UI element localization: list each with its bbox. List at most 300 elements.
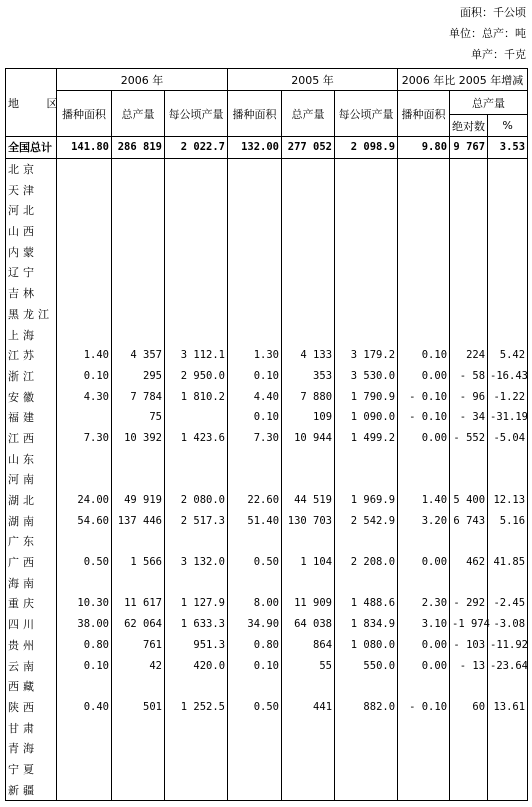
- area-2006-cell: 0.10: [57, 655, 112, 676]
- region-cell: 湖南: [6, 510, 57, 531]
- area-2006-cell: [57, 262, 112, 283]
- output-change-pct-cell: 3.53: [488, 137, 528, 159]
- yield-2006-cell: 2 080.0: [165, 490, 228, 511]
- yield-2005-cell: [335, 283, 398, 304]
- output-change-pct-cell: [488, 572, 528, 593]
- area-change-cell: [398, 221, 450, 242]
- output-change-abs-cell: [450, 572, 488, 593]
- yield-2006-cell: 2 022.7: [165, 137, 228, 159]
- output-change-abs-cell: [450, 448, 488, 469]
- region-cell: 吉林: [6, 283, 57, 304]
- area-2005-cell: [228, 262, 282, 283]
- yield-2006-cell: [165, 241, 228, 262]
- yield-2005-cell: 2 098.9: [335, 137, 398, 159]
- yield-2005-cell: [335, 531, 398, 552]
- area-2006-cell: [57, 469, 112, 490]
- output-change-abs-cell: [450, 200, 488, 221]
- yield-2006-cell: [165, 676, 228, 697]
- area-change-cell: [398, 262, 450, 283]
- output-2006-cell: [112, 200, 165, 221]
- output-2006-cell: [112, 241, 165, 262]
- region-cell: 天津: [6, 179, 57, 200]
- output-2005-cell: 109: [282, 407, 335, 428]
- area-change-cell: [398, 572, 450, 593]
- yield-2006-cell: 3 112.1: [165, 345, 228, 366]
- yield-2006-cell: [165, 469, 228, 490]
- output-2005-cell: [282, 572, 335, 593]
- output-change-abs-cell: [450, 738, 488, 759]
- output-2006-cell: [112, 531, 165, 552]
- area-2006-cell: [57, 572, 112, 593]
- table-row: [6, 428, 528, 449]
- yield-2005-cell: [335, 572, 398, 593]
- area-change-cell: - 0.10: [398, 386, 450, 407]
- yield-2005-cell: 2 542.9: [335, 510, 398, 531]
- output-change-abs-cell: [450, 304, 488, 325]
- absolute-header: 绝对数: [450, 115, 488, 137]
- table-row: [6, 407, 528, 428]
- table-row: [6, 179, 528, 200]
- yield-2006-cell: [165, 738, 228, 759]
- table-row: [6, 572, 528, 593]
- yield-2005-cell: [335, 779, 398, 800]
- output-change-pct-cell: [488, 158, 528, 179]
- output-2005-cell: [282, 200, 335, 221]
- output-change-abs-cell: 462: [450, 552, 488, 573]
- output-2006-cell: 761: [112, 635, 165, 656]
- output-2005-cell: [282, 448, 335, 469]
- area-change-header: 播种面积: [398, 91, 450, 137]
- area-2006-cell: 7.30: [57, 428, 112, 449]
- output-change-pct-cell: [488, 221, 528, 242]
- output-2005-cell: [282, 241, 335, 262]
- table-row: [6, 552, 528, 573]
- output-2005-cell: [282, 179, 335, 200]
- output-change-abs-cell: - 58: [450, 366, 488, 387]
- yield-2005-cell: [335, 262, 398, 283]
- output-change-abs-cell: - 34: [450, 407, 488, 428]
- table-row: [6, 241, 528, 262]
- output-change-pct-cell: 5.42: [488, 345, 528, 366]
- output-change-abs-cell: [450, 717, 488, 738]
- output-2005-cell: [282, 221, 335, 242]
- region-cell: 陕西: [6, 697, 57, 718]
- output-change-abs-cell: 5 400: [450, 490, 488, 511]
- area-2005-cell: 0.50: [228, 552, 282, 573]
- area-change-cell: [398, 241, 450, 262]
- table-row: [6, 635, 528, 656]
- yield-2005-cell: 1 488.6: [335, 593, 398, 614]
- area-2006-cell: [57, 304, 112, 325]
- area-change-cell: 1.40: [398, 490, 450, 511]
- table-row: [6, 221, 528, 242]
- yield-2005-cell: [335, 158, 398, 179]
- output-2006-cell: [112, 283, 165, 304]
- yield-2006-cell: 951.3: [165, 635, 228, 656]
- output-change-abs-cell: - 292: [450, 593, 488, 614]
- table-header: [6, 69, 528, 137]
- region-cell: 辽宁: [6, 262, 57, 283]
- output-change-abs-cell: 9 767: [450, 137, 488, 159]
- output-2005-cell: 55: [282, 655, 335, 676]
- output-2005-cell: [282, 283, 335, 304]
- yield-2005-cell: [335, 241, 398, 262]
- output-change-pct-cell: -5.04: [488, 428, 528, 449]
- output-2005-cell: 864: [282, 635, 335, 656]
- region-cell: 云南: [6, 655, 57, 676]
- output-2006-cell: [112, 676, 165, 697]
- yield-2006-cell: [165, 283, 228, 304]
- area-2005-cell: 22.60: [228, 490, 282, 511]
- yield-2005-cell: 3 179.2: [335, 345, 398, 366]
- area-2006-cell: 141.80: [57, 137, 112, 159]
- output-2005-cell: 10 944: [282, 428, 335, 449]
- area-2006-cell: [57, 779, 112, 800]
- output-change-pct-cell: -2.45: [488, 593, 528, 614]
- area-2005-cell: [228, 221, 282, 242]
- table-row: [6, 386, 528, 407]
- output-change-pct-cell: [488, 676, 528, 697]
- yield-2006-cell: [165, 407, 228, 428]
- area-2006-header: 播种面积: [57, 91, 112, 137]
- area-change-cell: - 0.10: [398, 407, 450, 428]
- yield-2006-cell: 420.0: [165, 655, 228, 676]
- region-cell: 北京: [6, 158, 57, 179]
- output-change-pct-cell: [488, 200, 528, 221]
- output-2005-cell: 4 133: [282, 345, 335, 366]
- area-2005-cell: [228, 200, 282, 221]
- table-row: [6, 469, 528, 490]
- output-change-abs-cell: [450, 531, 488, 552]
- output-change-abs-cell: [450, 759, 488, 780]
- region-cell: 湖北: [6, 490, 57, 511]
- yield-2005-cell: 1 969.9: [335, 490, 398, 511]
- yield-2006-cell: [165, 759, 228, 780]
- yield-2005-cell: 1 790.9: [335, 386, 398, 407]
- area-2006-cell: [57, 448, 112, 469]
- table-row: [6, 262, 528, 283]
- region-cell: 广东: [6, 531, 57, 552]
- output-change-pct-cell: 5.16: [488, 510, 528, 531]
- output-change-pct-cell: -23.64: [488, 655, 528, 676]
- yield-2005-cell: 1 090.0: [335, 407, 398, 428]
- yield-2006-cell: [165, 324, 228, 345]
- area-2006-cell: 0.80: [57, 635, 112, 656]
- yield-2005-cell: [335, 759, 398, 780]
- area-change-cell: [398, 304, 450, 325]
- yield-2006-header: 每公顷产量: [165, 91, 228, 137]
- area-change-cell: [398, 738, 450, 759]
- region-cell: 青海: [6, 738, 57, 759]
- output-2005-cell: 44 519: [282, 490, 335, 511]
- output-2005-cell: [282, 324, 335, 345]
- region-cell: 山西: [6, 221, 57, 242]
- output-change-abs-cell: - 13: [450, 655, 488, 676]
- change-header: 2006 年比 2005 年增减: [398, 69, 528, 91]
- output-2006-cell: 1 566: [112, 552, 165, 573]
- area-2006-cell: [57, 283, 112, 304]
- area-2006-cell: [57, 738, 112, 759]
- output-2005-cell: [282, 304, 335, 325]
- area-2006-cell: 54.60: [57, 510, 112, 531]
- yield-2006-cell: [165, 531, 228, 552]
- area-change-cell: 0.00: [398, 655, 450, 676]
- yield-2006-cell: [165, 304, 228, 325]
- output-change-pct-cell: [488, 304, 528, 325]
- year-2005-header: 2005 年: [228, 69, 398, 91]
- output-2006-cell: 10 392: [112, 428, 165, 449]
- area-2005-cell: 0.10: [228, 366, 282, 387]
- region-cell: 四川: [6, 614, 57, 635]
- yield-2006-cell: [165, 572, 228, 593]
- yield-2006-cell: [165, 448, 228, 469]
- output-2006-cell: [112, 324, 165, 345]
- output-change-abs-cell: [450, 676, 488, 697]
- output-2005-cell: [282, 738, 335, 759]
- area-change-cell: 0.00: [398, 635, 450, 656]
- area-2005-cell: [228, 283, 282, 304]
- region-cell: 全国总计: [6, 137, 57, 159]
- region-cell: 福建: [6, 407, 57, 428]
- unit-output: 单位：总产：吨: [449, 27, 526, 40]
- area-change-cell: [398, 717, 450, 738]
- table-row: [6, 158, 528, 179]
- region-header: 地 区: [6, 69, 57, 137]
- output-change-abs-cell: -1 974: [450, 614, 488, 635]
- year-2006-header: 2006 年: [57, 69, 228, 91]
- area-2006-cell: [57, 179, 112, 200]
- yield-2005-cell: 1 080.0: [335, 635, 398, 656]
- output-change-abs-cell: [450, 221, 488, 242]
- output-change-abs-cell: 6 743: [450, 510, 488, 531]
- output-change-abs-cell: [450, 469, 488, 490]
- yield-2005-cell: 882.0: [335, 697, 398, 718]
- output-change-pct-cell: 12.13: [488, 490, 528, 511]
- output-2006-cell: 4 357: [112, 345, 165, 366]
- yield-2005-cell: [335, 200, 398, 221]
- area-2005-cell: 0.10: [228, 655, 282, 676]
- table-row: [6, 531, 528, 552]
- output-2006-cell: 62 064: [112, 614, 165, 635]
- region-cell: 贵州: [6, 635, 57, 656]
- area-2006-cell: [57, 221, 112, 242]
- output-2005-cell: 7 880: [282, 386, 335, 407]
- yield-2006-cell: [165, 179, 228, 200]
- yield-2006-cell: 1 252.5: [165, 697, 228, 718]
- output-2006-cell: 286 819: [112, 137, 165, 159]
- table-row: [6, 490, 528, 511]
- yield-2006-cell: 1 423.6: [165, 428, 228, 449]
- output-2006-cell: [112, 262, 165, 283]
- yield-2005-cell: [335, 738, 398, 759]
- table-row: [6, 324, 528, 345]
- output-2006-cell: [112, 158, 165, 179]
- table-row: [6, 655, 528, 676]
- area-2006-cell: 0.50: [57, 552, 112, 573]
- area-2005-cell: 7.30: [228, 428, 282, 449]
- region-cell: 江西: [6, 428, 57, 449]
- output-change-abs-cell: [450, 179, 488, 200]
- area-2006-cell: [57, 717, 112, 738]
- area-2005-cell: 0.50: [228, 697, 282, 718]
- output-change-pct-cell: [488, 241, 528, 262]
- area-change-cell: [398, 469, 450, 490]
- output-2005-cell: [282, 469, 335, 490]
- area-change-cell: [398, 676, 450, 697]
- output-2005-header: 总产量: [282, 91, 335, 137]
- area-2005-cell: [228, 717, 282, 738]
- area-2005-cell: [228, 158, 282, 179]
- area-change-cell: [398, 179, 450, 200]
- area-2005-cell: 0.80: [228, 635, 282, 656]
- output-2005-cell: 64 038: [282, 614, 335, 635]
- yield-2006-cell: [165, 200, 228, 221]
- table-row: [6, 717, 528, 738]
- area-2006-cell: [57, 200, 112, 221]
- table-row: [6, 614, 528, 635]
- area-2005-header: 播种面积: [228, 91, 282, 137]
- region-cell: 江苏: [6, 345, 57, 366]
- yield-2006-cell: [165, 779, 228, 800]
- area-change-cell: [398, 158, 450, 179]
- output-change-pct-cell: [488, 717, 528, 738]
- output-2006-cell: [112, 572, 165, 593]
- output-change-pct-cell: [488, 179, 528, 200]
- output-2005-cell: [282, 717, 335, 738]
- yield-2005-cell: 3 530.0: [335, 366, 398, 387]
- region-cell: 山东: [6, 448, 57, 469]
- output-change-abs-cell: 224: [450, 345, 488, 366]
- output-2006-cell: 42: [112, 655, 165, 676]
- area-change-cell: 0.00: [398, 428, 450, 449]
- yield-2006-cell: 1 127.9: [165, 593, 228, 614]
- yield-2006-cell: 1 633.3: [165, 614, 228, 635]
- area-2005-cell: 51.40: [228, 510, 282, 531]
- output-change-pct-cell: [488, 738, 528, 759]
- output-change-pct-cell: -16.43: [488, 366, 528, 387]
- output-change-pct-cell: [488, 779, 528, 800]
- output-2005-cell: 353: [282, 366, 335, 387]
- table-row: [6, 676, 528, 697]
- output-2006-cell: [112, 448, 165, 469]
- region-cell: 黑龙江: [6, 304, 57, 325]
- area-2006-cell: 0.10: [57, 366, 112, 387]
- area-2006-cell: 10.30: [57, 593, 112, 614]
- output-2005-cell: 130 703: [282, 510, 335, 531]
- area-2005-cell: [228, 676, 282, 697]
- output-change-pct-cell: 41.85: [488, 552, 528, 573]
- region-cell: 河北: [6, 200, 57, 221]
- area-change-cell: [398, 448, 450, 469]
- area-2005-cell: [228, 572, 282, 593]
- area-2005-cell: [228, 304, 282, 325]
- output-change-abs-cell: [450, 241, 488, 262]
- area-change-cell: 3.10: [398, 614, 450, 635]
- area-change-cell: 0.00: [398, 366, 450, 387]
- region-cell: 广西: [6, 552, 57, 573]
- table-row: [6, 345, 528, 366]
- yield-2006-cell: 1 810.2: [165, 386, 228, 407]
- output-2006-cell: [112, 738, 165, 759]
- unit-area: 面积：千公顷: [460, 6, 526, 19]
- yield-2005-header: 每公顷产量: [335, 91, 398, 137]
- output-2006-cell: 11 617: [112, 593, 165, 614]
- output-change-abs-cell: [450, 283, 488, 304]
- area-2006-cell: 24.00: [57, 490, 112, 511]
- output-change-abs-cell: [450, 324, 488, 345]
- area-2006-cell: [57, 158, 112, 179]
- area-2005-cell: [228, 179, 282, 200]
- area-2005-cell: 132.00: [228, 137, 282, 159]
- output-2005-cell: [282, 262, 335, 283]
- output-2005-cell: 1 104: [282, 552, 335, 573]
- table-row: [6, 510, 528, 531]
- output-2006-cell: 137 446: [112, 510, 165, 531]
- output-change-abs-cell: - 552: [450, 428, 488, 449]
- unit-notes: [449, 2, 526, 65]
- output-2006-cell: 7 784: [112, 386, 165, 407]
- area-2006-cell: [57, 759, 112, 780]
- table-row: [6, 283, 528, 304]
- output-change-pct-cell: [488, 448, 528, 469]
- region-cell: 浙江: [6, 366, 57, 387]
- table-row: [6, 200, 528, 221]
- output-change-pct-cell: [488, 262, 528, 283]
- yield-2005-cell: 1 499.2: [335, 428, 398, 449]
- output-change-pct-cell: 13.61: [488, 697, 528, 718]
- output-change-abs-cell: [450, 779, 488, 800]
- yield-2005-cell: 1 834.9: [335, 614, 398, 635]
- output-2006-cell: [112, 717, 165, 738]
- area-2005-cell: 1.30: [228, 345, 282, 366]
- yield-2005-cell: [335, 221, 398, 242]
- unit-yield: 单产：千克: [471, 48, 526, 61]
- area-2006-cell: 38.00: [57, 614, 112, 635]
- area-change-cell: 2.30: [398, 593, 450, 614]
- output-2006-cell: [112, 469, 165, 490]
- region-cell: 河南: [6, 469, 57, 490]
- area-2006-cell: 1.40: [57, 345, 112, 366]
- yield-2006-cell: [165, 262, 228, 283]
- output-change-pct-cell: -1.22: [488, 386, 528, 407]
- area-2006-cell: [57, 531, 112, 552]
- output-change-pct-cell: [488, 759, 528, 780]
- area-change-cell: 0.10: [398, 345, 450, 366]
- area-change-cell: 0.00: [398, 552, 450, 573]
- area-2006-cell: 4.30: [57, 386, 112, 407]
- region-cell: 海南: [6, 572, 57, 593]
- table-row: [6, 779, 528, 800]
- yield-2006-cell: 2 517.3: [165, 510, 228, 531]
- yield-2005-cell: [335, 469, 398, 490]
- area-2005-cell: [228, 324, 282, 345]
- table-row: [6, 697, 528, 718]
- output-2006-cell: 501: [112, 697, 165, 718]
- table-body: [6, 137, 528, 801]
- area-change-cell: - 0.10: [398, 697, 450, 718]
- yield-2005-cell: [335, 304, 398, 325]
- output-change-pct-cell: -11.92: [488, 635, 528, 656]
- area-2005-cell: 34.90: [228, 614, 282, 635]
- output-2006-cell: [112, 779, 165, 800]
- table-row: [6, 304, 528, 325]
- yield-2005-cell: [335, 448, 398, 469]
- table-row: [6, 366, 528, 387]
- area-2005-cell: [228, 779, 282, 800]
- output-change-abs-cell: 60: [450, 697, 488, 718]
- output-2006-cell: 295: [112, 366, 165, 387]
- area-2005-cell: 4.40: [228, 386, 282, 407]
